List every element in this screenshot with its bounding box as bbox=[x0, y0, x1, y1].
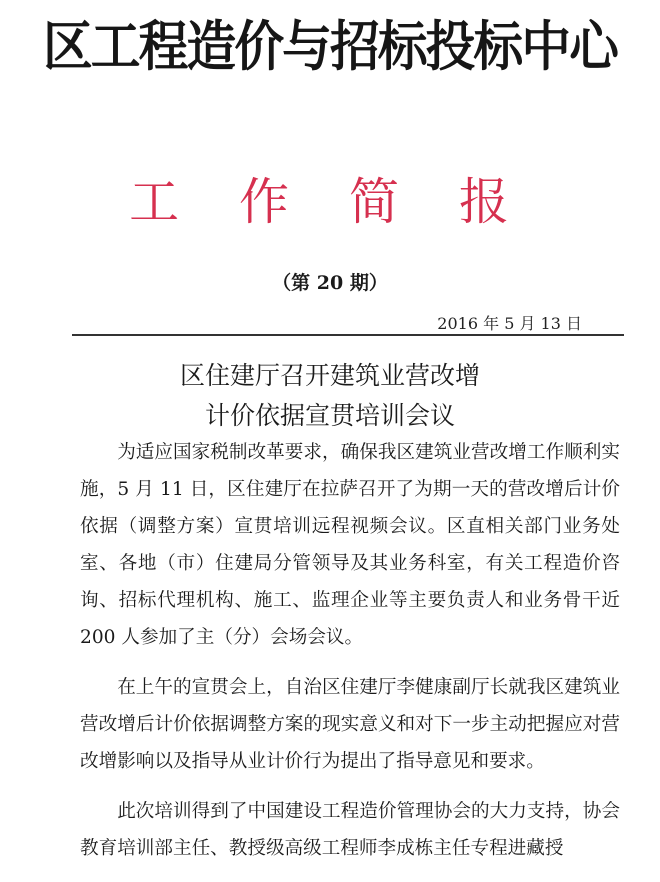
paragraph-2: 在上午的宣贯会上，自治区住建厅李健康副厅长就我区建筑业营改增后计价依据调整方案的现实意义和对下一步主动把握应对营改增影响以及指导从业计价行为提出了指导意见和要求。 bbox=[80, 677, 620, 772]
headline-line-2: 计价依据宣贯培训会议 bbox=[204, 401, 455, 430]
issue-number: （第 20 期） bbox=[272, 272, 388, 294]
publish-date: 2016 年 5 月 13 日 bbox=[437, 314, 582, 333]
bulletin-title: 工 作 简 报 bbox=[129, 173, 531, 231]
article-headline bbox=[0, 356, 660, 436]
header-divider bbox=[72, 334, 624, 336]
organization-title: 区工程造价与招标投标中心 bbox=[42, 15, 618, 78]
article-body bbox=[80, 434, 620, 880]
headline-line-1: 区住建厅召开建筑业营改增 bbox=[179, 361, 480, 390]
paragraph-3: 此次培训得到了中国建设工程造价管理协会的大力支持，协会教育培训部主任、教授级高级工程师李成栋主任专程进藏授 bbox=[80, 801, 620, 859]
paragraph-1: 为适应国家税制改革要求，确保我区建筑业营改增工作顺利实施，5 月 11 日，区住建厅在拉萨召开了为期一天的营改增后计价依据（调整方案）宣贯培训远程视频会议。区直相关部门业务处室、各地（市）住建局分管领导及其业务科室，有关工程造价咨询、招标代理机构、施工、监理企业等主要负责人和业务骨干近 200 人参加了主（分）会场会议。 bbox=[80, 442, 620, 648]
